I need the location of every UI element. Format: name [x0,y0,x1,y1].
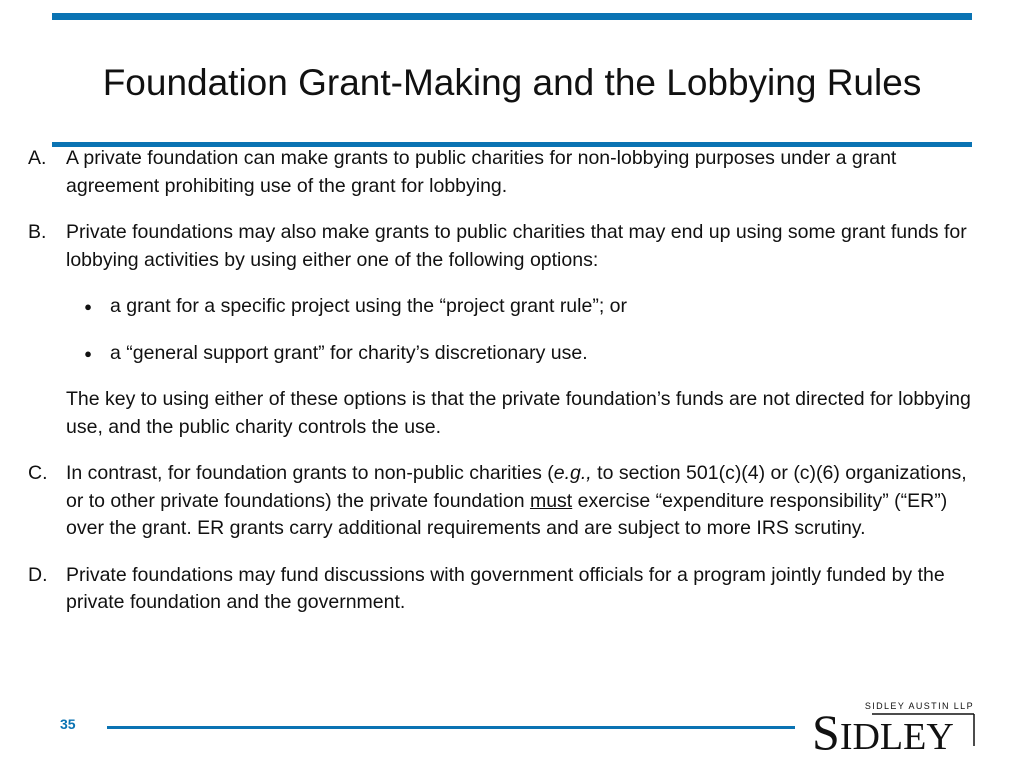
bullet-icon: ● [84,345,92,361]
option-item [66,340,978,368]
logo-tagline: SIDLEY AUSTIN LLP [864,701,974,711]
option-text: a grant for a specific project using the “project grant rule”; or [110,295,627,317]
item-letter: D. [28,563,48,586]
item-text: Private foundations may also make grants to public charities that may end up using some grant funds for lobbying activities by using either one of the following options: [66,221,967,271]
item-letter: A. [28,147,47,169]
italic-eg: e.g., [553,462,592,484]
list-item-d [28,562,978,617]
logo-wordmark: SIDLEY [812,704,954,754]
option-text: a “general support grant” for charity’s discretionary use. [110,341,588,364]
list-item-c [28,460,978,543]
item-letter: B. [28,221,47,243]
item-letter: C. [28,462,48,484]
followup-paragraph: The key to using either of these options is that the private foundation’s funds are not directed for lobbying use, and the public charity controls the use. [66,388,971,438]
page-number: 35 [60,716,76,732]
text-segment: exercise “expenditure responsibility” (“ER”) over the grant. ER grants carry additional requirements and are subject to more IRS scrutiny. [66,489,948,539]
footer-divider [107,726,795,729]
top-accent-bar [52,13,972,20]
list-item-a [28,145,978,200]
item-text: Private foundations may fund discussions with government officials for a program jointly funded by the private foundation and the government. [66,563,945,613]
bullet-icon: ● [84,299,92,314]
option-item [66,293,978,321]
text-segment: In contrast, for foundation grants to non-public charities ( [66,462,554,484]
item-text [66,460,978,543]
item-text: A private foundation can make grants to public charities for non-lobbying purposes under a grant agreement prohibiting use of the grant for lobbying. [66,147,897,197]
slide-title: Foundation Grant-Making and the Lobbying Rules [102,62,922,103]
option-list [66,293,978,367]
underlined-must: must [529,489,573,512]
slide-content [28,145,978,636]
list-item-b [28,219,978,274]
text-segment: to section 501(c)(4) or (c)(6) organizations, or to other private foundations) the private foundation [66,462,967,512]
sidley-logo [808,696,978,754]
